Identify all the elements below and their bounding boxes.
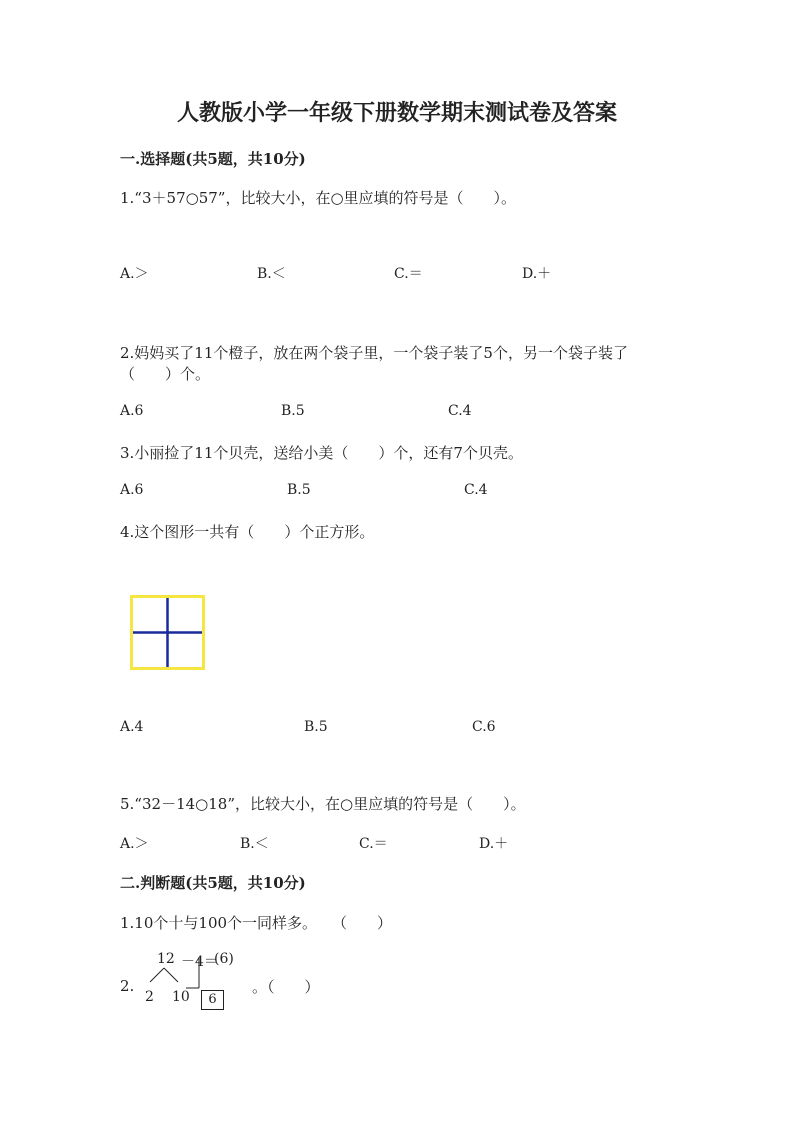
q1-option-a: A.＞ xyxy=(120,266,149,282)
question-1: 1.“3＋57○57”，比较大小，在○里应填的符号是（ ）。 xyxy=(120,189,517,207)
q3-option-a: A.6 xyxy=(120,482,144,498)
q5-option-b: B.＜ xyxy=(240,836,269,852)
equation-operator: －4＝ xyxy=(181,954,218,970)
page-title: 人教版小学一年级下册数学期末测试卷及答案 xyxy=(176,100,617,126)
question-2-line-1: 2.妈妈买了11个橙子，放在两个袋子里，一个袋子装了5个，另一个袋子装了 xyxy=(120,344,628,362)
q5-option-a: A.＞ xyxy=(120,836,149,852)
split-left-number: 2 xyxy=(145,989,154,1005)
q2-option-a: A.6 xyxy=(120,403,144,419)
q1-option-c: C.＝ xyxy=(394,266,423,282)
square-grid-figure xyxy=(130,595,206,671)
q1-option-b: B.＜ xyxy=(257,266,286,282)
split-line-left xyxy=(150,968,164,982)
judgement-question-1: 1.10个十与100个一同样多。 （ ） xyxy=(120,914,393,932)
q1-option-d: D.＋ xyxy=(522,266,552,282)
equation-left-number: 12 xyxy=(157,951,175,967)
q5-option-c: C.＝ xyxy=(359,836,388,852)
section-heading-judgement: 二.判断题(共5题，共10分) xyxy=(120,874,306,892)
q2-option-b: B.5 xyxy=(281,403,305,419)
question-4: 4.这个图形一共有（ ）个正方形。 xyxy=(120,523,375,541)
answer-box: 6 xyxy=(201,990,224,1010)
judgement-question-2-number: 2. xyxy=(120,977,135,995)
q2-option-c: C.4 xyxy=(448,403,472,419)
q3-option-b: B.5 xyxy=(287,482,311,498)
q4-option-c: C.6 xyxy=(472,719,496,735)
split-line-right xyxy=(164,968,178,982)
q4-option-a: A.4 xyxy=(120,719,144,735)
question-3: 3.小丽捡了11个贝壳，送给小美（ ）个，还有7个贝壳。 xyxy=(120,444,523,462)
judgement-question-2-bracket: 。（ ） xyxy=(252,978,320,996)
q5-option-d: D.＋ xyxy=(479,836,509,852)
section-heading-choice: 一.选择题(共5题，共10分) xyxy=(120,150,306,168)
equation-answer: (6) xyxy=(214,951,234,967)
split-right-number: 10 xyxy=(172,989,190,1005)
q4-option-b: B.5 xyxy=(304,719,328,735)
q3-option-c: C.4 xyxy=(464,482,488,498)
question-2-line-2: （ ）个。 xyxy=(120,365,211,383)
question-5: 5.“32－14○18”，比较大小，在○里应填的符号是（ ）。 xyxy=(120,795,526,813)
